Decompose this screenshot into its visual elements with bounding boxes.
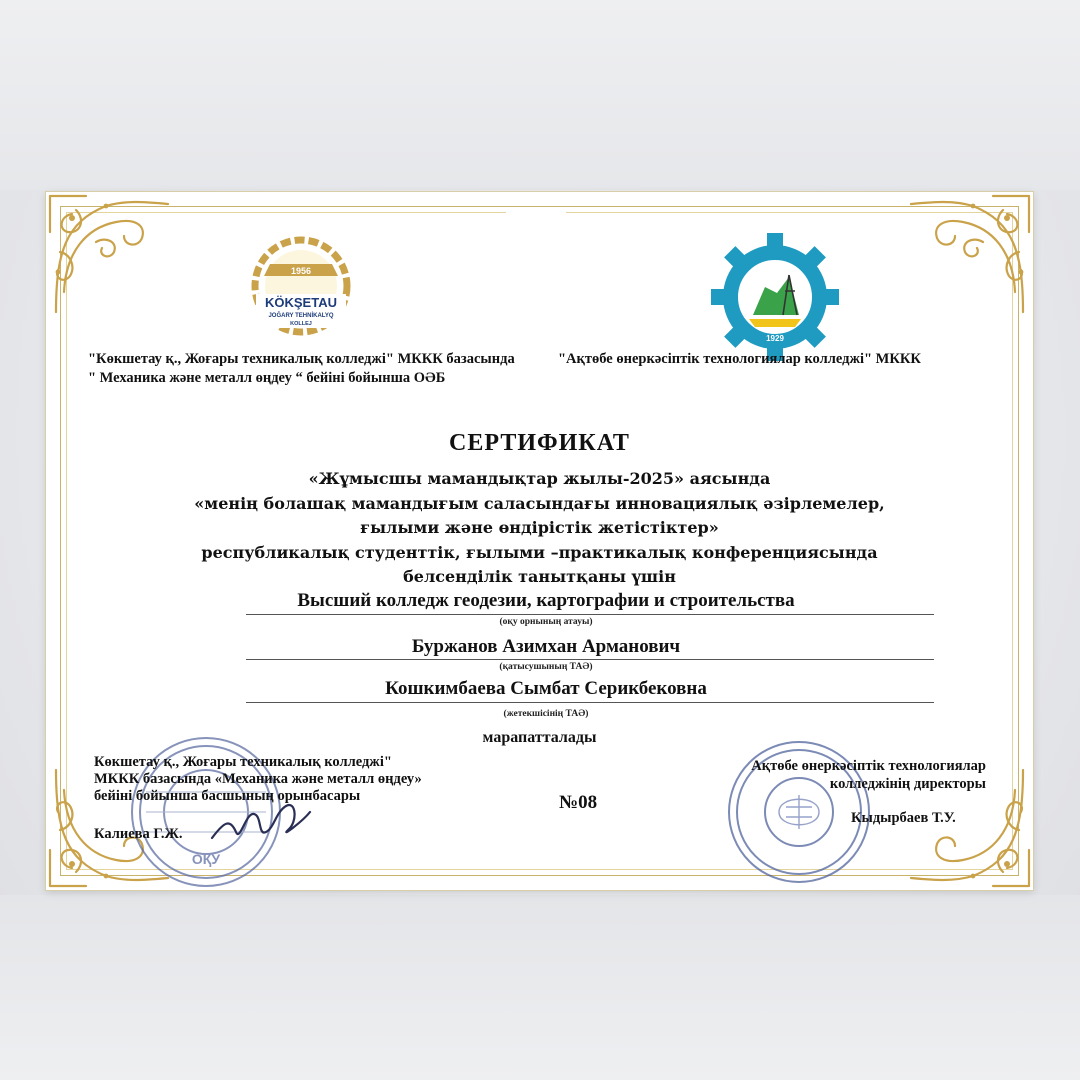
photo-background-bottom	[0, 895, 1080, 1080]
certificate-number: №08	[559, 792, 598, 813]
body-line-1: «Жұмысшы мамандықтар жылы-2025» аясында	[308, 469, 771, 488]
svg-text:KÖKŞETAU: KÖKŞETAU	[265, 295, 337, 310]
body-line-5: белсенділік танытқаны үшін	[403, 567, 676, 586]
certificate-body	[116, 467, 963, 590]
supervisor-caption: (жетекшісінің ТАӘ)	[503, 709, 589, 719]
left-organization-name: "Көкшетау қ., Жоғары техникалық колледжі" МККК базасында " Механика және металл өңдеу “ бейіні бойынша ОӘБ	[88, 351, 515, 386]
left-signatory-line-2: МККК базасында «Механика және металл өңдеу»	[94, 771, 422, 787]
institution-caption: (оқу орнының атауы)	[499, 617, 593, 627]
ornament-corner-icon	[46, 192, 176, 322]
svg-text:ОҚУ: ОҚУ	[191, 851, 221, 867]
certificate	[46, 192, 1033, 890]
svg-text:JOĞARY TEHNİKALYQ: JOĞARY TEHNİKALYQ	[268, 313, 334, 319]
institution-name: Высший колледж геодезии, картографии и строительства	[297, 590, 795, 611]
ornament-corner-icon	[903, 192, 1033, 322]
svg-text:1956: 1956	[290, 266, 312, 276]
awarded-label: марапатталады	[482, 729, 597, 746]
right-signatory-line-2: колледжінің директоры	[829, 776, 986, 792]
photo-background-top	[0, 0, 1080, 190]
left-signatory-line-3: бейіні бойынша басшының орынбасары	[94, 788, 361, 804]
body-line-3: ғылыми және өндірістік жетістіктер»	[360, 518, 719, 537]
svg-text:KOLLEJ: KOLLEJ	[290, 321, 312, 327]
participant-line	[246, 659, 934, 660]
left-signatory-title	[94, 754, 544, 805]
border-notch	[506, 208, 566, 216]
participant-name: Буржанов Азимхан Арманович	[411, 636, 681, 657]
left-signatory-line-1: Көкшетау қ., Жоғары техникалық колледжі"	[94, 754, 392, 770]
body-line-2: «менің болашақ мамандығым саласындағы инновациялық әзірлемелер,	[194, 493, 885, 513]
institution-line	[246, 614, 934, 615]
right-signatory-title	[666, 757, 986, 793]
aktobe-college-gear-logo	[710, 232, 840, 362]
right-organization-name: "Ақтөбе өнеркәсіптік технологиялар колледжі" МККК	[558, 351, 921, 367]
svg-text:1929: 1929	[766, 334, 784, 343]
participant-caption: (қатысушының ТАӘ)	[499, 662, 593, 672]
right-signatory-line-1: Ақтөбе өнеркәсіптік технологиялар	[751, 758, 986, 774]
supervisor-name: Кошкимбаева Сымбат Серикбековна	[385, 678, 707, 699]
body-line-4: республикалық студенттік, ғылыми –практикалық конференциясында	[201, 542, 878, 562]
left-signatory-name: Калиева Г.Ж.	[94, 826, 183, 842]
right-signatory-name: Кыдырбаев Т.У.	[851, 810, 956, 826]
supervisor-line	[246, 702, 934, 703]
kokshetau-college-logo	[242, 234, 360, 352]
certificate-title: СЕРТИФИКАТ	[449, 430, 630, 456]
